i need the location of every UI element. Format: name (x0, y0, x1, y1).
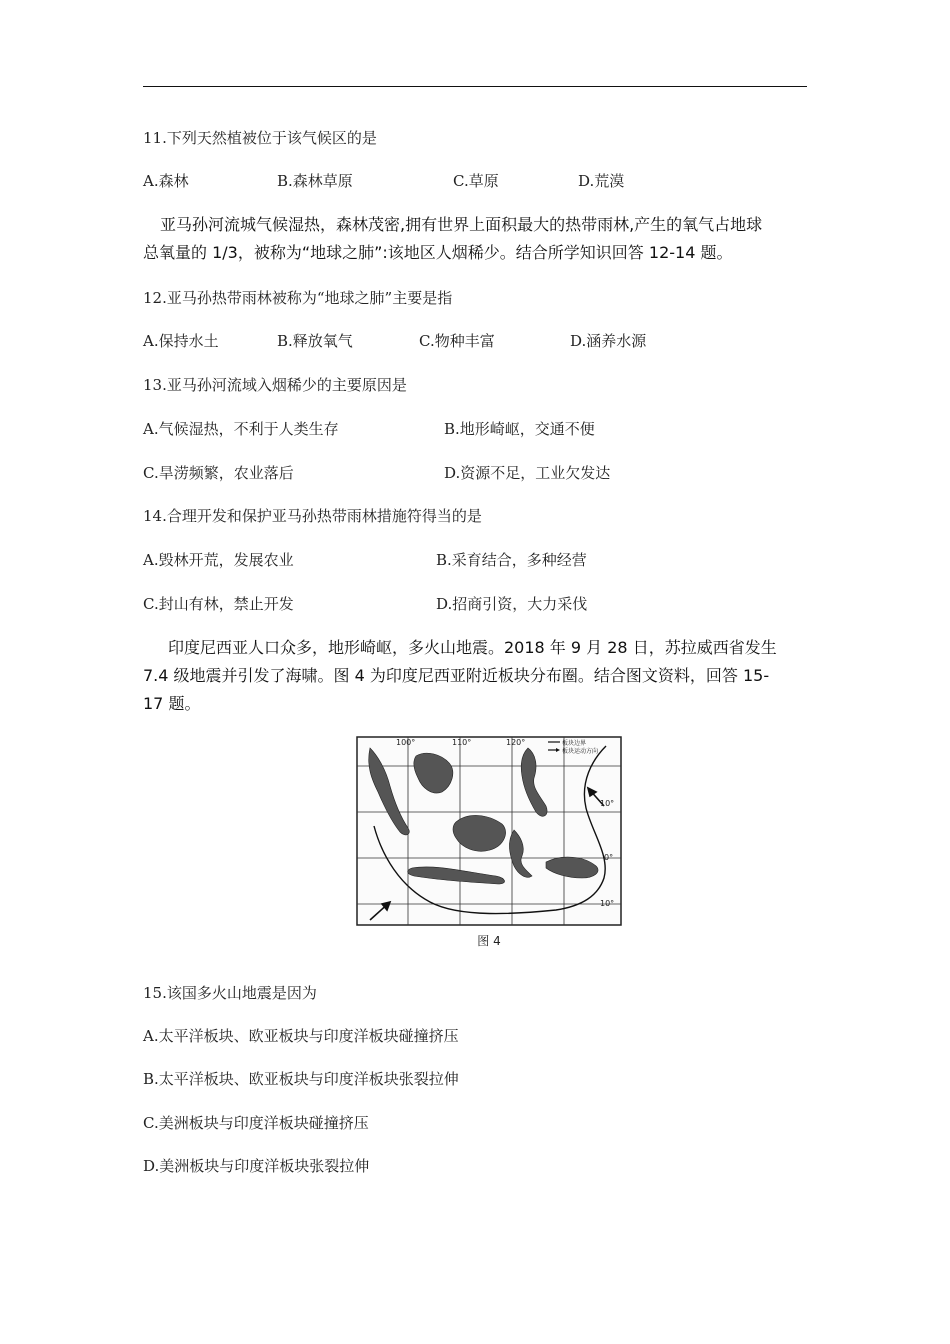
q11-option-a: A.森林 (143, 172, 189, 190)
q15-option-a: A.太平洋板块、欧亚板块与印度洋板块碰撞挤压 (143, 1027, 459, 1045)
passage-indonesia-line3: 17 题。 (143, 694, 201, 713)
q12-stem: 12.亚马孙热带雨林被称为“地球之肺”主要是指 (143, 289, 453, 307)
q13-option-c: C.旱涝频繁，农业落后 (143, 464, 294, 482)
q15-option-b: B.太平洋板块、欧亚板块与印度洋板块张裂拉伸 (143, 1070, 459, 1088)
passage-amazon-line1: 亚马孙河流城气候湿热，森林茂密,拥有世界上面积最大的热带雨林,产生的氧气占地球 (160, 215, 763, 234)
lat-label-north-10: 10° (600, 799, 615, 808)
q13-option-b: B.地形崎岖，交通不便 (444, 420, 595, 438)
passage-amazon-line2: 总氧量的 1/3，被称为“地球之肺”:该地区人烟稀少。结合所学知识回答 12-14 题。 (143, 243, 733, 262)
plate-map-svg (356, 736, 622, 928)
lon-label-100: 100° (396, 738, 416, 747)
passage-indonesia-line2: 7.4 级地震并引发了海啸。图 4 为印度尼西亚附近板块分布圈。结合图文资料，回答 15- (143, 666, 770, 685)
lat-label-south-10: 10° (600, 899, 615, 908)
q14-option-b: B.采育结合，多种经营 (436, 551, 587, 569)
q11-stem: 11.下列天然植被位于该气候区的是 (143, 129, 377, 147)
q13-option-a: A.气候湿热，不利于人类生存 (143, 420, 339, 438)
q14-option-d: D.招商引资，大力采伐 (436, 595, 588, 613)
q15-stem: 15.该国多火山地震是因为 (143, 984, 317, 1002)
q14-option-a: A.毁林开荒，发展农业 (143, 551, 294, 569)
q14-stem: 14.合理开发和保护亚马孙热带雨林措施符得当的是 (143, 507, 482, 525)
lat-label-0: 0° (604, 853, 614, 862)
q14-option-c: C.封山有林，禁止开发 (143, 595, 294, 613)
lon-label-110: 110° (452, 738, 472, 747)
q12-option-c: C.物种丰富 (419, 332, 495, 350)
q13-option-d: D.资源不足，工业欠发达 (444, 464, 611, 482)
q11-option-c: C.草原 (453, 172, 499, 190)
q11-option-b: B.森林草原 (277, 172, 353, 190)
passage-amazon (143, 211, 808, 267)
q12-option-a: A.保持水土 (143, 332, 219, 350)
legend-motion-label: 板块运动方向 (562, 748, 599, 755)
q12-option-d: D.涵养水源 (570, 332, 647, 350)
header-rule (143, 86, 807, 87)
figure-caption: 图 4 (477, 934, 501, 948)
legend-boundary-label: 板块边界 (562, 740, 587, 747)
q13-stem: 13.亚马孙河流域入烟稀少的主要原因是 (143, 376, 407, 394)
q11-option-d: D.荒漠 (578, 172, 625, 190)
q15-option-d: D.美洲板块与印度洋板块张裂拉伸 (143, 1157, 370, 1175)
q12-option-b: B.释放氧气 (277, 332, 353, 350)
q15-option-c: C.美洲板块与印度洋板块碰撞挤压 (143, 1114, 369, 1132)
figure-4-plate-map (356, 736, 622, 948)
lon-label-120: 120° (506, 738, 526, 747)
passage-indonesia-line1: 印度尼西亚人口众多，地形崎岖，多火山地震。2018 年 9 月 28 日，苏拉威西省发生 (168, 638, 777, 657)
passage-indonesia (143, 634, 808, 718)
